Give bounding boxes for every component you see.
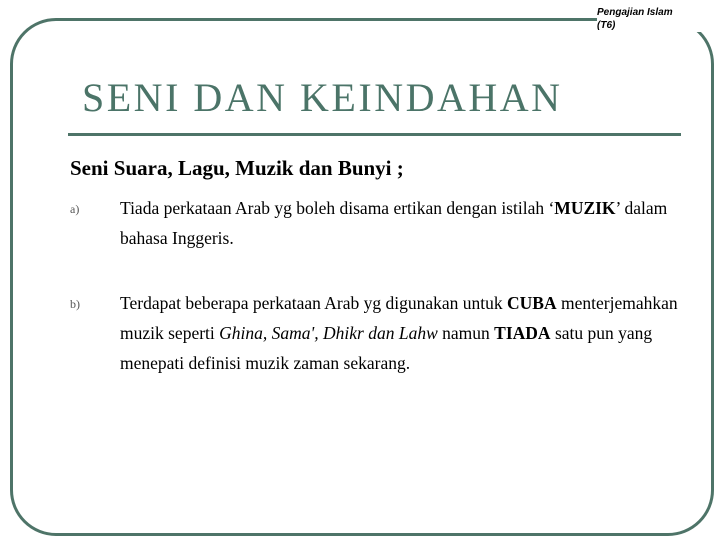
section-subheading: Seni Suara, Lagu, Muzik dan Bunyi ; xyxy=(70,156,404,180)
course-tag-line-1: Pengajian Islam xyxy=(597,7,673,18)
text-segment: satu pun yang menepati definisi muzik zaman sekarang. xyxy=(120,323,653,373)
text-segment: menterjemahkan muzik seperti xyxy=(120,293,678,343)
course-tag xyxy=(597,6,701,32)
text-segment: namun xyxy=(437,323,495,343)
list-item-text xyxy=(120,193,680,253)
title-divider xyxy=(68,133,681,136)
emphasis-text: TIADA xyxy=(494,323,551,343)
slide-title: SENI DAN KEINDAHAN xyxy=(82,75,563,120)
list-marker: b) xyxy=(70,297,80,311)
italic-terms: Ghina, Sama', Dhikr dan Lahw xyxy=(219,323,438,343)
text-segment: Terdapat beberapa perkataan Arab yg digunakan untuk xyxy=(120,293,508,313)
emphasis-text: MUZIK xyxy=(554,198,616,218)
course-tag-line-2: (T6) xyxy=(597,20,616,31)
list-marker: a) xyxy=(70,202,80,216)
emphasis-text: CUBA xyxy=(507,293,557,313)
list-item-text xyxy=(120,288,680,378)
text-segment: ’ dalam bahasa Inggeris. xyxy=(120,198,668,248)
text-segment: Tiada perkataan Arab yg boleh disama ertikan dengan istilah ‘ xyxy=(120,198,555,218)
